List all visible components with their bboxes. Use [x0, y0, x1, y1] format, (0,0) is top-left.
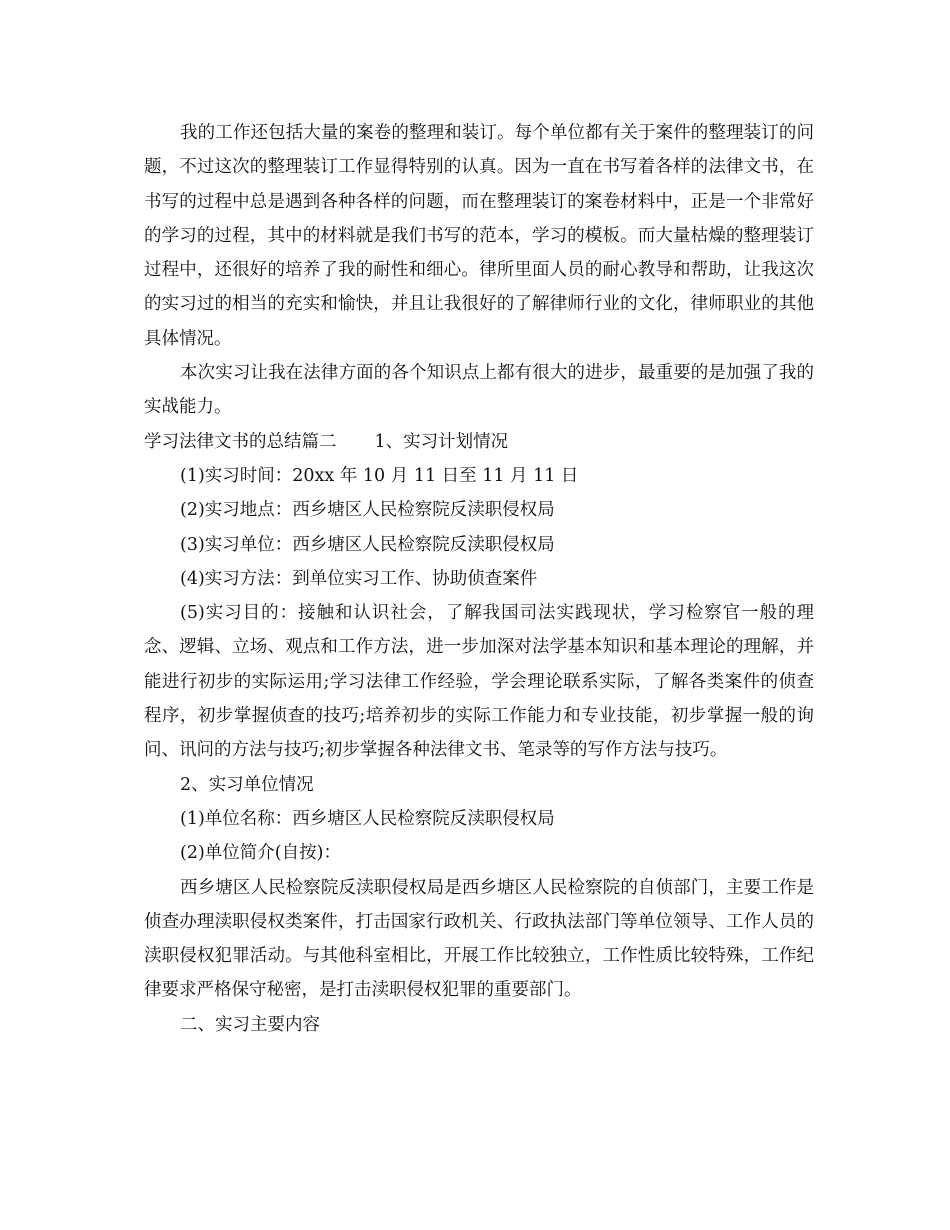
section-heading-line	[144, 425, 814, 459]
plan-item-time: (1)实习时间：20xx 年 10 月 11 日至 11 月 11 日	[180, 465, 579, 486]
plan-item-location: (2)实习地点：西乡塘区人民检察院反渎职侵权局	[180, 500, 555, 521]
paragraph-internship-progress: 本次实习让我在法律方面的各个知识点上都有很大的进步，最重要的是加强了我的实战能力。	[144, 363, 814, 418]
unit-item-intro: (2)单位简介(自按)：	[180, 843, 341, 864]
plan-item-method: (4)实习方法：到单位实习工作、协助侦查案件	[180, 568, 538, 589]
unit-heading: 2、实习单位情况	[180, 774, 314, 795]
plan-item-unit: (3)实习单位：西乡塘区人民检察院反渎职侵权局	[180, 534, 555, 555]
main-content-heading: 二、实习主要内容	[180, 1014, 320, 1035]
paragraph-case-binding: 我的工作还包括大量的案卷的整理和装订。每个单位都有关于案件的整理装订的问题，不过这次的整理装订工作显得特别的认真。因为一直在书写着各样的法律文书，在书写的过程中总是遇到各种各样的问题，而在整理装订的案卷材料中，正是一个非常好的学习的过程，其中的材料就是我们书写的范本，学习的模板。而大量枯燥的整理装订过程中，还很好的培养了我的耐性和细心。律所里面人员的耐心教导和帮助，让我这次的实习过的相当的充实和愉快，并且让我很好的了解律师行业的文化，律师职业的其他具体情况。	[144, 123, 814, 349]
plan-item-purpose: (5)实习目的：接触和认识社会，了解我国司法实践现状，学习检察官一般的理念、逻辑、立场、观点和工作方法，进一步加深对法学基本知识和基本理论的理解，并能进行初步的实际运用;学习法律工作经验，学会理论联系实际，了解各类案件的侦查程序，初步掌握侦查的技巧;培养初步的实际工作能力和专业技能，初步掌握一般的询问、讯问的方法与技巧;初步掌握各种法律文书、笔录等的写作方法与技巧。	[144, 603, 814, 761]
document-body	[144, 116, 814, 1042]
section-title: 学习法律文书的总结篇二	[144, 431, 337, 452]
unit-item-name: (1)单位名称：西乡塘区人民检察院反渎职侵权局	[180, 808, 555, 829]
plan-heading: 1、实习计划情况	[374, 431, 509, 452]
unit-description: 西乡塘区人民检察院反渎职侵权局是西乡塘区人民检察院的自侦部门，主要工作是侦查办理渎职侵权类案件，打击国家行政机关、行政执法部门等单位领导、工作人员的渎职侵权犯罪活动。与其他科室相比，开展工作比较独立，工作性质比较特殊，工作纪律要求严格保守秘密，是打击渎职侵权犯罪的重要部门。	[144, 877, 814, 1001]
